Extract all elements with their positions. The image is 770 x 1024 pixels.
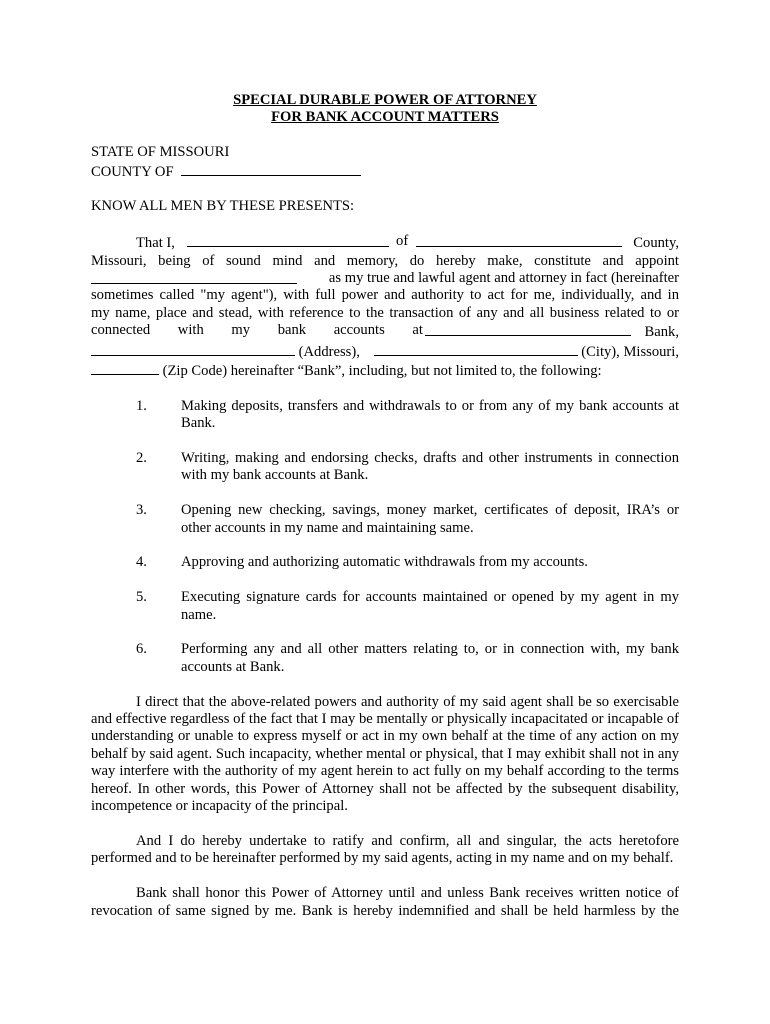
document-page bbox=[91, 92, 679, 920]
list-item-text: Approving and authorizing automatic withdrawals from my accounts. bbox=[181, 554, 588, 571]
list-item-text: Making deposits, transfers and withdrawals to or from any of my bank accounts at Bank. bbox=[181, 397, 679, 432]
county-line bbox=[91, 162, 679, 181]
powers-list bbox=[91, 398, 679, 676]
list-item-text: Performing any and all other matters relating to, or in connection with, my bank accounts at Bank. bbox=[181, 641, 679, 675]
para1-line2: Missouri, being of sound mind and memory, do hereby make, constitute and appoint bbox=[91, 252, 679, 269]
agent-name-blank[interactable] bbox=[91, 270, 297, 284]
principal-name-blank[interactable] bbox=[187, 233, 389, 247]
agent-text: as my true and lawful agent and attorney in fact (hereinafter bbox=[328, 270, 679, 287]
county-name-blank[interactable] bbox=[416, 233, 622, 247]
ratify-paragraph: And I do hereby undertake to ratify and confirm, all and singular, the acts heretofore performed and to be hereinafter performed by my said agents, acting in my name and on my behalf. bbox=[91, 832, 679, 867]
zip-text: (Zip Code) hereinafter “Bank”, including, but not limited to, the following: bbox=[162, 363, 602, 380]
list-item bbox=[91, 502, 679, 537]
bank-text: Bank, bbox=[644, 324, 679, 341]
county-blank[interactable] bbox=[181, 162, 361, 176]
para1-line8 bbox=[91, 361, 679, 380]
list-item bbox=[91, 398, 679, 433]
connected-text: connected with my bank accounts at bbox=[91, 322, 423, 339]
county-label: COUNTY OF bbox=[91, 163, 174, 180]
list-item-text: Writing, making and endorsing checks, drafts and other instruments in connection with my bank accounts at Bank. bbox=[181, 450, 679, 484]
that-i-text: That I, bbox=[136, 235, 175, 252]
title-line-2: FOR BANK ACCOUNT MATTERS bbox=[271, 109, 499, 126]
bank-honor-paragraph: Bank shall honor this Power of Attorney until and unless Bank receives written notice of revocation of same signed by me. Bank is hereby indemnified and shall be held harmless by the bbox=[91, 885, 679, 919]
list-item-number: 5. bbox=[136, 589, 147, 606]
list-item-number: 6. bbox=[136, 641, 147, 658]
title-line-1: SPECIAL DURABLE POWER OF ATTORNEY bbox=[233, 92, 537, 108]
list-item-number: 1. bbox=[136, 397, 147, 414]
address-text: (Address), bbox=[298, 343, 360, 360]
para1-line3 bbox=[91, 270, 679, 287]
list-item-number: 4. bbox=[136, 554, 147, 571]
zip-blank[interactable] bbox=[91, 361, 159, 375]
list-item-number: 3. bbox=[136, 502, 147, 519]
para1-line7 bbox=[91, 342, 679, 361]
list-item-text: Executing signature cards for accounts maintained or opened by my agent in my name. bbox=[181, 589, 679, 623]
para1-line5: my name, place and stead, with reference to the transaction of any and all business related to or bbox=[91, 304, 679, 321]
para1-line4: sometimes called "my agent"), with full power and authority to act for me, individually, and in bbox=[91, 287, 679, 304]
list-item bbox=[91, 450, 679, 485]
of-text: of bbox=[396, 233, 409, 250]
state-line: STATE OF MISSOURI bbox=[91, 144, 230, 161]
know-all-heading: KNOW ALL MEN BY THESE PRESENTS: bbox=[91, 198, 355, 215]
list-item-text: Opening new checking, savings, money market, certificates of deposit, IRA’s or other accounts in my name and maintaining same. bbox=[181, 502, 679, 536]
list-item bbox=[91, 554, 679, 571]
county-text: County, bbox=[633, 235, 679, 252]
city-text: (City), Missouri, bbox=[581, 343, 679, 360]
para1-line6 bbox=[91, 322, 679, 341]
bank-name-blank[interactable] bbox=[425, 322, 631, 336]
document-title bbox=[91, 92, 679, 127]
list-item bbox=[91, 641, 679, 676]
direct-paragraph: I direct that the above-related powers and authority of my said agent shall be so exercisable and effective regardless of the fact that I may be mentally or physically incapacitated or incapable of understanding or unable to express myself or act in my own behalf at the time of any action on my behalf by said agent. Such incapacity, whether mental or physical, that I may exhibit shall not in any way interfere with the authority of my agent herein to act fully on my behalf according to the terms hereof. In other words, this Power of Attorney shall not be affected by the subsequent disability, incompetence or incapacity of the principal. bbox=[91, 693, 679, 815]
appointment-paragraph bbox=[91, 233, 679, 380]
list-item-number: 2. bbox=[136, 450, 147, 467]
address-blank[interactable] bbox=[91, 342, 295, 356]
list-item bbox=[91, 589, 679, 624]
city-blank[interactable] bbox=[374, 342, 578, 356]
para1-line1 bbox=[91, 233, 679, 252]
